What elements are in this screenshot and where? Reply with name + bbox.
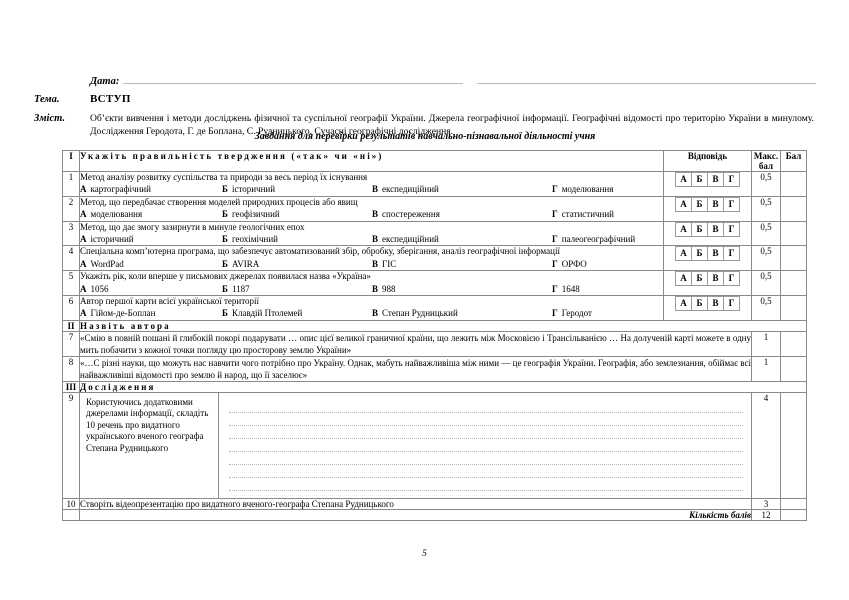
option-text: Гійом-де-Боплан	[90, 308, 156, 319]
total-label: Кількість балів	[80, 509, 752, 520]
answer-choice-cell	[664, 271, 752, 296]
option-text: експедиційний	[382, 234, 439, 245]
option-v[interactable]	[372, 234, 552, 245]
answer-choice-b[interactable]: Б	[692, 247, 708, 260]
option-letter: Б	[222, 209, 228, 220]
research-answer-lines[interactable]	[219, 393, 751, 498]
row-number: 7	[63, 331, 80, 356]
option-letter: Б	[222, 308, 228, 319]
option-b[interactable]	[222, 284, 372, 295]
row-number: 10	[63, 498, 80, 509]
option-text: Геродот	[561, 308, 592, 319]
header-answer-column: Відповідь	[664, 151, 752, 172]
question-body	[80, 296, 664, 321]
row-number: 3	[63, 221, 80, 246]
answer-choice-v[interactable]: В	[708, 247, 724, 260]
option-text: AVIRA	[231, 258, 260, 269]
option-g[interactable]	[552, 209, 614, 220]
row-number: 6	[63, 296, 80, 321]
content-value: Об’єкти вивчення і методи досліджень фізичної та суспільної географії України. Джерела географічної інформації. Географічні відомості про територію України в минулому. Дослідження Геродота, Г. де Боплана, С. Рудницького. Сучасні географічні дослідження.	[90, 113, 814, 137]
option-g[interactable]	[552, 259, 587, 270]
header-max-score-column	[752, 151, 781, 172]
row-number: 4	[63, 246, 80, 271]
research-task-layout	[80, 393, 751, 498]
question-options	[80, 209, 663, 220]
row-number: 9	[63, 392, 80, 498]
table-row	[63, 196, 807, 221]
option-text: геофізичний	[231, 209, 280, 220]
answer-choice-b[interactable]: Б	[692, 173, 708, 186]
answer-line[interactable]	[229, 452, 743, 465]
task-text: Створіть відеопрезентацію про видатного вченого-географа Степана Рудницького	[80, 498, 752, 509]
total-row	[63, 509, 807, 520]
option-text: 1056	[90, 283, 109, 294]
table-row	[63, 331, 807, 356]
row-number: 8	[63, 356, 80, 381]
answer-choice-a[interactable]: А	[676, 272, 692, 285]
option-text: ГІС	[382, 258, 397, 269]
answer-choice-g[interactable]: Г	[728, 198, 735, 209]
max-score-value: 0,5	[752, 221, 781, 246]
document-header	[34, 72, 816, 140]
option-letter: В	[372, 184, 379, 195]
header-max-line1: Макс.	[753, 151, 779, 161]
section-title-iii: Дослідження	[80, 381, 807, 392]
answer-choice-v[interactable]: В	[708, 272, 724, 285]
answer-line[interactable]	[229, 426, 743, 439]
option-a[interactable]	[80, 308, 222, 319]
score-input-cell[interactable]	[781, 498, 807, 509]
answer-choice-cell	[664, 246, 752, 271]
answer-line[interactable]	[229, 478, 743, 491]
option-text: історичний	[231, 184, 276, 195]
table-row	[63, 356, 807, 381]
question-body	[80, 172, 664, 197]
option-g[interactable]	[552, 308, 592, 319]
answer-choice-g[interactable]: Г	[728, 174, 735, 184]
score-input-cell[interactable]	[781, 296, 807, 321]
score-input-cell[interactable]	[781, 331, 807, 356]
answer-choice-cell	[664, 172, 752, 197]
option-letter: А	[80, 283, 87, 294]
option-text: статистичний	[561, 209, 615, 220]
option-v[interactable]	[372, 284, 552, 295]
option-text: картографічний	[90, 184, 151, 195]
answer-choice-group	[675, 271, 740, 286]
section-header-row-iii	[63, 381, 807, 392]
quote-text: «…С різні науки, що можуть нас навчити чого потрібно про Україну. Однак, мабуть найважливіша між ними — це географія України. Географія, або землезнання, обіймає всі найважливіші відомості про землю й народ, що її заселює»	[80, 357, 751, 380]
option-b[interactable]	[222, 308, 372, 319]
answer-choice-cell	[664, 196, 752, 221]
answer-choice-v[interactable]: В	[708, 297, 724, 310]
header-instruction: Укажіть правильність твердження («так» чи «ні»)	[80, 151, 664, 172]
answer-choice-group	[675, 197, 740, 212]
max-score-value: 4	[752, 392, 781, 498]
table-row	[63, 246, 807, 271]
answer-choice-group	[675, 172, 740, 187]
question-options	[80, 308, 663, 319]
option-a[interactable]	[80, 209, 222, 220]
max-score-value: 1	[752, 356, 781, 381]
option-letter: В	[372, 234, 379, 245]
option-letter: А	[80, 184, 87, 195]
row-number: 5	[63, 271, 80, 296]
answer-line[interactable]	[229, 400, 743, 413]
question-options	[80, 284, 663, 295]
option-letter: Б	[222, 184, 228, 195]
date-row	[34, 72, 816, 87]
theme-label: Тема.	[34, 94, 60, 105]
answer-choice-v[interactable]: В	[708, 223, 724, 236]
option-letter: В	[372, 209, 379, 220]
question-stem: Автор першої карти всієї української території	[80, 296, 260, 307]
answer-choice-a[interactable]: А	[676, 297, 692, 310]
option-letter: Г	[552, 184, 558, 195]
question-stem: Метод, що дає змогу зазирнути в минуле геологічних епох	[80, 221, 305, 232]
option-text: геохімічний	[231, 234, 278, 245]
answer-choice-a[interactable]: А	[676, 247, 692, 260]
row-number: 2	[63, 196, 80, 221]
content-label: Зміст.	[34, 113, 66, 124]
option-g[interactable]	[552, 284, 580, 295]
section-title-ii: Назвіть автора	[80, 320, 807, 331]
score-input-cell[interactable]	[781, 172, 807, 197]
total-score-input[interactable]	[781, 509, 807, 520]
table-row	[63, 498, 807, 509]
answer-choice-b[interactable]: Б	[692, 223, 708, 236]
table-row	[63, 172, 807, 197]
table-header-row	[63, 151, 807, 172]
option-letter: А	[80, 234, 87, 245]
option-letter: Б	[222, 283, 228, 294]
option-g[interactable]	[552, 184, 613, 195]
option-text: 1187	[231, 283, 250, 294]
score-input-cell[interactable]	[781, 221, 807, 246]
theme-row	[34, 93, 816, 107]
option-text: історичний	[90, 234, 134, 245]
section-roman-iii: III	[63, 381, 80, 392]
option-v[interactable]	[372, 259, 552, 270]
option-text: ОРФО	[561, 258, 587, 269]
max-score-value: 0,5	[752, 196, 781, 221]
research-task-prompt: Користуючись додатковими джерелами інформації, складіть 10 речень про видатного українського вченого географа Степана Рудницького	[80, 393, 219, 498]
option-a[interactable]	[80, 259, 222, 270]
answer-choice-g[interactable]: Г	[728, 248, 735, 259]
header-max-line2: бал	[758, 161, 774, 171]
option-letter: Г	[552, 234, 558, 245]
option-letter: Г	[552, 308, 558, 319]
answer-choice-a[interactable]: А	[676, 198, 692, 211]
answer-choice-group	[675, 222, 740, 237]
answer-choice-cell	[664, 296, 752, 321]
option-b[interactable]	[222, 234, 372, 245]
max-score-value: 3	[752, 498, 781, 509]
total-max-score: 12	[752, 509, 781, 520]
question-body	[80, 246, 664, 271]
section-roman-ii: II	[63, 320, 80, 331]
answer-choice-g[interactable]: Г	[728, 298, 735, 309]
question-stem: Метод, що передбачає створення моделей природних процесів або явищ	[80, 196, 358, 207]
option-text: 1648	[561, 283, 580, 294]
option-text: WordPad	[90, 258, 124, 269]
answer-choice-a[interactable]: А	[676, 223, 692, 236]
score-input-cell[interactable]	[781, 356, 807, 381]
option-b[interactable]	[222, 184, 372, 195]
option-b[interactable]	[222, 259, 372, 270]
date-label: Дата:	[90, 76, 120, 87]
option-text: палеогеографічний	[561, 234, 636, 245]
max-score-value: 0,5	[752, 246, 781, 271]
question-stem: Спеціальна комп’ютерна програма, що забезпечує автоматизований збір, обробку, зберігання, аналіз географічної інформації	[80, 246, 560, 257]
assessment-table	[62, 150, 807, 521]
question-body	[80, 221, 664, 246]
total-spacer	[63, 509, 80, 520]
option-text: моделювання	[90, 209, 143, 220]
score-input-cell[interactable]	[781, 246, 807, 271]
option-letter: Г	[552, 209, 558, 220]
answer-choice-b[interactable]: Б	[692, 272, 708, 285]
quote-text: «Смію в повній пошані й глибокій покорі подарувати … опис цієї великої граничної країни, що лежить між Московією і Трансільванією … На долученій карті можете в одну мить побачити з кожної точки погляду цю просторову землю України»	[80, 332, 751, 355]
option-letter: В	[372, 258, 379, 269]
max-score-value: 1	[752, 331, 781, 356]
option-g[interactable]	[552, 234, 635, 245]
answer-choice-v[interactable]: В	[708, 198, 724, 211]
answer-choice-group	[675, 246, 740, 261]
question-stem: Укажіть рік, коли вперше у письмових джерелах появилася назва «Україна»	[80, 271, 371, 282]
answer-choice-b[interactable]: Б	[692, 297, 708, 310]
score-input-cell[interactable]	[781, 392, 807, 498]
question-options	[80, 234, 663, 245]
answer-choice-g[interactable]: Г	[728, 223, 735, 234]
answer-choice-cell	[664, 221, 752, 246]
option-letter: Б	[222, 234, 228, 245]
header-score-column: Бал	[781, 151, 807, 172]
row-number: 1	[63, 172, 80, 197]
option-text: Клавдій Птолемей	[231, 308, 303, 319]
tasks-subtitle: Завдання для перевірки результатів навчально-пізнавальної діяльності учня	[254, 131, 596, 142]
answer-choice-v[interactable]: В	[708, 173, 724, 186]
table-row	[63, 271, 807, 296]
table-row	[63, 296, 807, 321]
option-v[interactable]	[372, 209, 552, 220]
question-body	[80, 271, 664, 296]
option-letter: Г	[552, 258, 558, 269]
option-text: 988	[382, 283, 396, 294]
table-row	[63, 392, 807, 498]
option-letter: В	[372, 308, 379, 319]
question-body	[80, 196, 664, 221]
answer-choice-b[interactable]: Б	[692, 198, 708, 211]
score-input-cell[interactable]	[781, 271, 807, 296]
answer-choice-group	[675, 296, 740, 311]
option-a[interactable]	[80, 284, 222, 295]
answer-line[interactable]	[229, 465, 743, 478]
option-letter: Б	[222, 258, 228, 269]
option-letter: Г	[552, 283, 558, 294]
option-letter: А	[80, 209, 87, 220]
max-score-value: 0,5	[752, 172, 781, 197]
question-options	[80, 184, 663, 195]
answer-choice-a[interactable]: А	[676, 173, 692, 186]
question-options	[80, 259, 663, 270]
option-letter: А	[80, 258, 87, 269]
answer-line[interactable]	[229, 439, 743, 452]
option-text: Степан Рудницький	[382, 308, 458, 319]
option-text: моделювання	[561, 184, 614, 195]
table-body	[63, 151, 807, 521]
option-v[interactable]	[372, 184, 552, 195]
header-roman-numeral: I	[63, 151, 80, 172]
option-text: експедиційний	[382, 184, 439, 195]
score-input-cell[interactable]	[781, 196, 807, 221]
option-a[interactable]	[80, 234, 222, 245]
section-header-row-ii	[63, 320, 807, 331]
question-stem: Метод аналізу розвитку суспільства та природи за весь період їх існування	[80, 172, 368, 182]
option-v[interactable]	[372, 308, 552, 319]
answer-line[interactable]	[229, 413, 743, 426]
option-b[interactable]	[222, 209, 372, 220]
option-letter: А	[80, 308, 87, 319]
max-score-value: 0,5	[752, 271, 781, 296]
option-text: спостереження	[382, 209, 440, 220]
research-task-body	[80, 392, 752, 498]
option-letter: В	[372, 283, 379, 294]
theme-value: ВСТУП	[90, 93, 131, 105]
table-row	[63, 221, 807, 246]
max-score-value: 0,5	[752, 296, 781, 321]
answer-choice-g[interactable]: Г	[728, 273, 735, 284]
page-number: 5	[422, 548, 427, 558]
date-input-line[interactable]	[123, 72, 462, 84]
date-input-line-secondary[interactable]	[477, 72, 816, 84]
option-a[interactable]	[80, 184, 222, 195]
